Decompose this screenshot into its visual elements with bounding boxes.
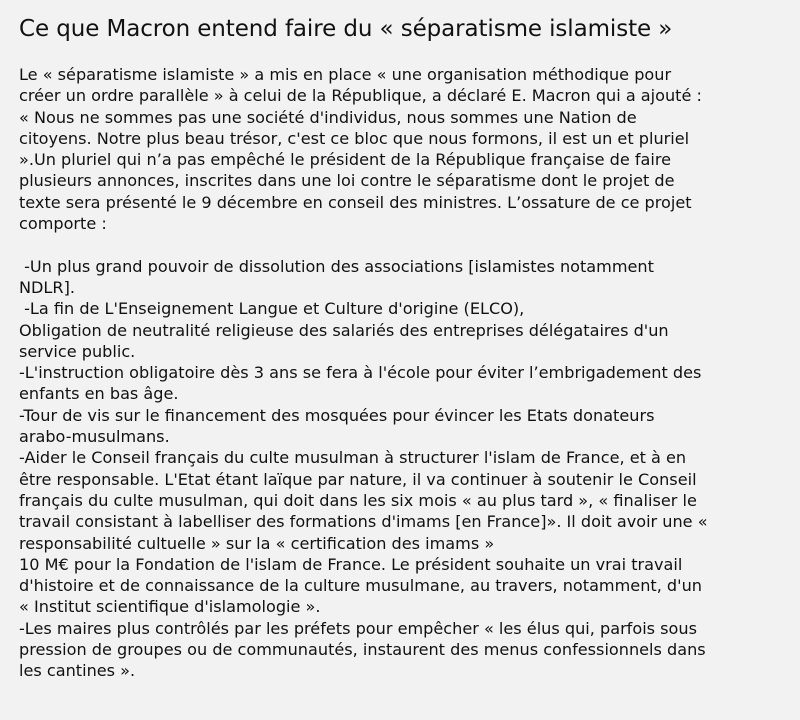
body-line: pression de groupes ou de communautés, instaurent des menus confessionnels dans [19,640,706,660]
list-item-fondation: 10 M€ pour la Fondation de l'islam de France. Le président souhaite un vrai travail [19,554,683,574]
body-line: « Institut scientifique d'islamologie ». [19,597,321,617]
body-line: ».Un pluriel qui n’a pas empêché le président de la République française de faire [19,150,672,170]
list-item-cfcm: -Aider le Conseil français du culte musulman à structurer l'islam de France, et à en [19,448,687,468]
list-item-mosquees: -Tour de vis sur le financement des mosquées pour évincer les Etats donateurs [19,405,655,425]
body-line: texte sera présenté le 9 décembre en conseil des ministres. L’ossature de ce projet [19,192,692,212]
body-line: être responsable. L'Etat étant laïque par nature, il va continuer à soutenir le Conseil [19,469,697,489]
body-line: plusieurs annonces, inscrites dans une loi contre le séparatisme dont le projet de [19,171,675,191]
body-line: service public. [19,341,136,361]
body-line: citoyens. Notre plus beau trésor, c'est ce bloc que nous formons, il est un et pluriel [19,128,690,148]
body-line: comporte : [19,214,107,234]
body-line: responsabilité cultuelle » sur la « certification des imams » [19,533,495,553]
body-line: « Nous ne sommes pas une société d'individus, nous sommes une Nation de [19,107,637,127]
body-line: enfants en bas âge. [19,384,179,404]
list-item-instruction: -L'instruction obligatoire dès 3 ans se fera à l'école pour éviter l’embrigadement des [19,363,702,383]
list-item-neutralite: Obligation de neutralité religieuse des salariés des entreprises délégataires d'un [19,320,669,340]
body-line: Le « séparatisme islamiste » a mis en place « une organisation méthodique pour [19,65,672,84]
body-line: français du culte musulman, qui doit dans les six mois « au plus tard », « finaliser le [19,490,697,510]
list-item-dissolution: -Un plus grand pouvoir de dissolution des associations [islamistes notamment [19,256,654,276]
article-title: Ce que Macron entend faire du « séparatisme islamiste » [19,16,673,42]
body-line: créer un ordre parallèle » à celui de la République, a déclaré E. Macron qui a ajouté : [19,86,702,106]
blank-line [19,234,784,255]
body-line: travail consistant à labelliser des formations d'imams [en France]». Il doit avoir une « [19,512,708,532]
body-line: arabo-musulmans. [19,427,170,447]
body-line: NDLR]. [19,277,75,297]
list-item-maires: -Les maires plus contrôlés par les préfets pour empêcher « les élus qui, parfois sous [19,618,697,638]
list-item-elco: -La fin de L'Enseignement Langue et Culture d'origine (ELCO), [19,299,525,319]
article-body [19,64,784,682]
body-line: d'histoire et de connaissance de la culture musulmane, au travers, notamment, d'un [19,576,702,596]
body-line: les cantines ». [19,661,136,681]
